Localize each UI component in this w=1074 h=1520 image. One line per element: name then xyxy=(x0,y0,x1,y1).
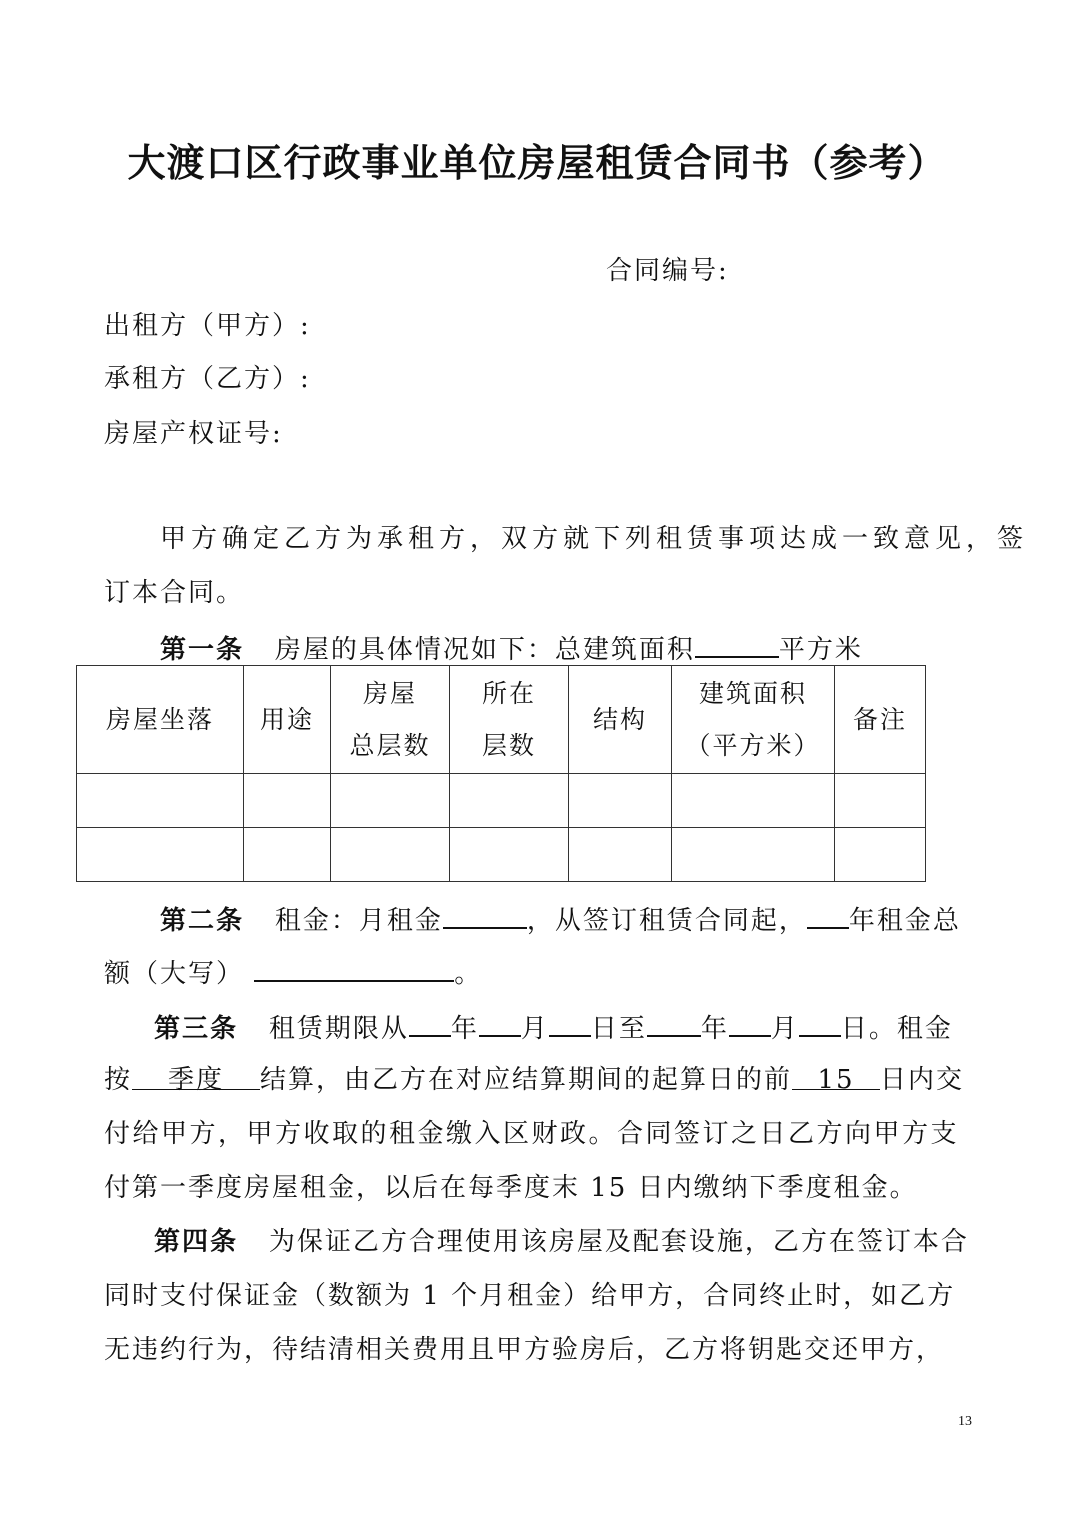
table-cell[interactable] xyxy=(244,774,331,828)
table-cell[interactable] xyxy=(835,774,926,828)
intro-line-2: 订本合同。 xyxy=(104,578,245,608)
article-1-heading: 第一条 xyxy=(160,635,245,665)
article-3-text: 按 xyxy=(104,1065,133,1095)
article-3-text: 月 xyxy=(520,1014,549,1044)
property-certificate-label: 房屋产权证号: xyxy=(104,419,283,449)
header-cell: 房屋 总层数 xyxy=(331,666,450,774)
article-3-line-4: 付第一季度房屋租金，以后在每季度末 15 日内缴纳下季度租金。 xyxy=(104,1173,918,1203)
article-4-line-1 xyxy=(154,1227,969,1257)
table-cell[interactable] xyxy=(672,828,835,882)
table-cell[interactable] xyxy=(450,828,569,882)
header-cell: 用途 xyxy=(244,666,331,774)
contract-number-label: 合同编号: xyxy=(606,256,729,286)
header-cell: 所在 层数 xyxy=(450,666,569,774)
table-cell[interactable] xyxy=(569,828,672,882)
article-3-line-2 xyxy=(104,1065,964,1095)
document-title: 大渡口区行政事业单位房屋租赁合同书（参考） xyxy=(127,141,947,185)
article-3-text: 日。租金 xyxy=(840,1014,953,1044)
article-3-text: 日至 xyxy=(590,1014,647,1044)
end-month-blank[interactable] xyxy=(729,1011,771,1037)
start-day-blank[interactable] xyxy=(549,1011,591,1037)
monthly-rent-blank[interactable] xyxy=(443,903,527,929)
article-3-line-1 xyxy=(154,1011,953,1044)
article-2-line-1 xyxy=(160,903,961,936)
article-1-unit: 平方米 xyxy=(778,635,863,665)
header-cell: 备注 xyxy=(835,666,926,774)
article-3-text: 日内交 xyxy=(880,1065,965,1095)
article-3-text: 年 xyxy=(700,1014,729,1044)
page-number: 13 xyxy=(958,1414,972,1429)
article-3-text: 月 xyxy=(770,1014,799,1044)
lessee-label: 承租方（乙方）: xyxy=(104,364,311,394)
article-2-line-2 xyxy=(104,956,482,989)
article-3-heading: 第三条 xyxy=(154,1014,239,1044)
table-header-row xyxy=(77,666,926,774)
article-4-heading: 第四条 xyxy=(154,1227,239,1257)
table-cell[interactable] xyxy=(331,828,450,882)
intro-line-1: 甲方确定乙方为承租方，双方就下列租赁事项达成一致意见，签 xyxy=(160,524,1029,554)
table-cell[interactable] xyxy=(77,774,244,828)
article-1 xyxy=(160,632,863,665)
table-row xyxy=(77,828,926,882)
article-3-line-3: 付给甲方，甲方收取的租金缴入区财政。合同签订之日乙方向甲方支 xyxy=(104,1119,960,1149)
settlement-period-value[interactable]: 季度 xyxy=(168,1065,225,1095)
table-cell[interactable] xyxy=(77,828,244,882)
header-cell: 房屋坐落 xyxy=(77,666,244,774)
article-2-text: 。 xyxy=(454,959,483,989)
end-year-blank[interactable] xyxy=(647,1011,701,1037)
lessor-label: 出租方（甲方）: xyxy=(104,311,311,341)
table-row xyxy=(77,774,926,828)
article-2-text: 租金：月租金 xyxy=(274,906,443,936)
start-month-blank[interactable] xyxy=(479,1011,521,1037)
article-3-text: 租赁期限从 xyxy=(268,1014,409,1044)
header-cell: 建筑面积 （平方米） xyxy=(672,666,835,774)
table-cell[interactable] xyxy=(835,828,926,882)
article-1-text: 房屋的具体情况如下：总建筑面积 xyxy=(274,635,695,665)
article-3-text: 结算，由乙方在对应结算期间的起算日的前 xyxy=(260,1065,793,1095)
table-cell[interactable] xyxy=(672,774,835,828)
days-before-value[interactable]: 15 xyxy=(817,1065,855,1095)
article-2-text: ，从签订租赁合同起， xyxy=(526,906,807,936)
article-2-text: 额（大写） xyxy=(104,959,245,989)
total-rent-uppercase-blank[interactable] xyxy=(254,956,454,982)
end-day-blank[interactable] xyxy=(799,1011,841,1037)
article-4-line-3: 无违约行为，待结清相关费用且甲方验房后，乙方将钥匙交还甲方， xyxy=(104,1335,945,1365)
article-3-text: 年 xyxy=(450,1014,479,1044)
article-4-text: 为保证乙方合理使用该房屋及配套设施，乙方在签订本合 xyxy=(268,1227,969,1257)
article-2-heading: 第二条 xyxy=(160,906,245,936)
table-cell[interactable] xyxy=(450,774,569,828)
table-cell[interactable] xyxy=(331,774,450,828)
table-cell[interactable] xyxy=(244,828,331,882)
start-year-blank[interactable] xyxy=(409,1011,451,1037)
header-cell: 结构 xyxy=(569,666,672,774)
article-2-text: 年租金总 xyxy=(848,906,961,936)
house-info-table xyxy=(76,665,926,882)
years-blank[interactable] xyxy=(807,903,849,929)
table-cell[interactable] xyxy=(569,774,672,828)
total-area-blank[interactable] xyxy=(695,632,779,658)
article-4-line-2: 同时支付保证金（数额为 1 个月租金）给甲方，合同终止时，如乙方 xyxy=(104,1281,956,1311)
